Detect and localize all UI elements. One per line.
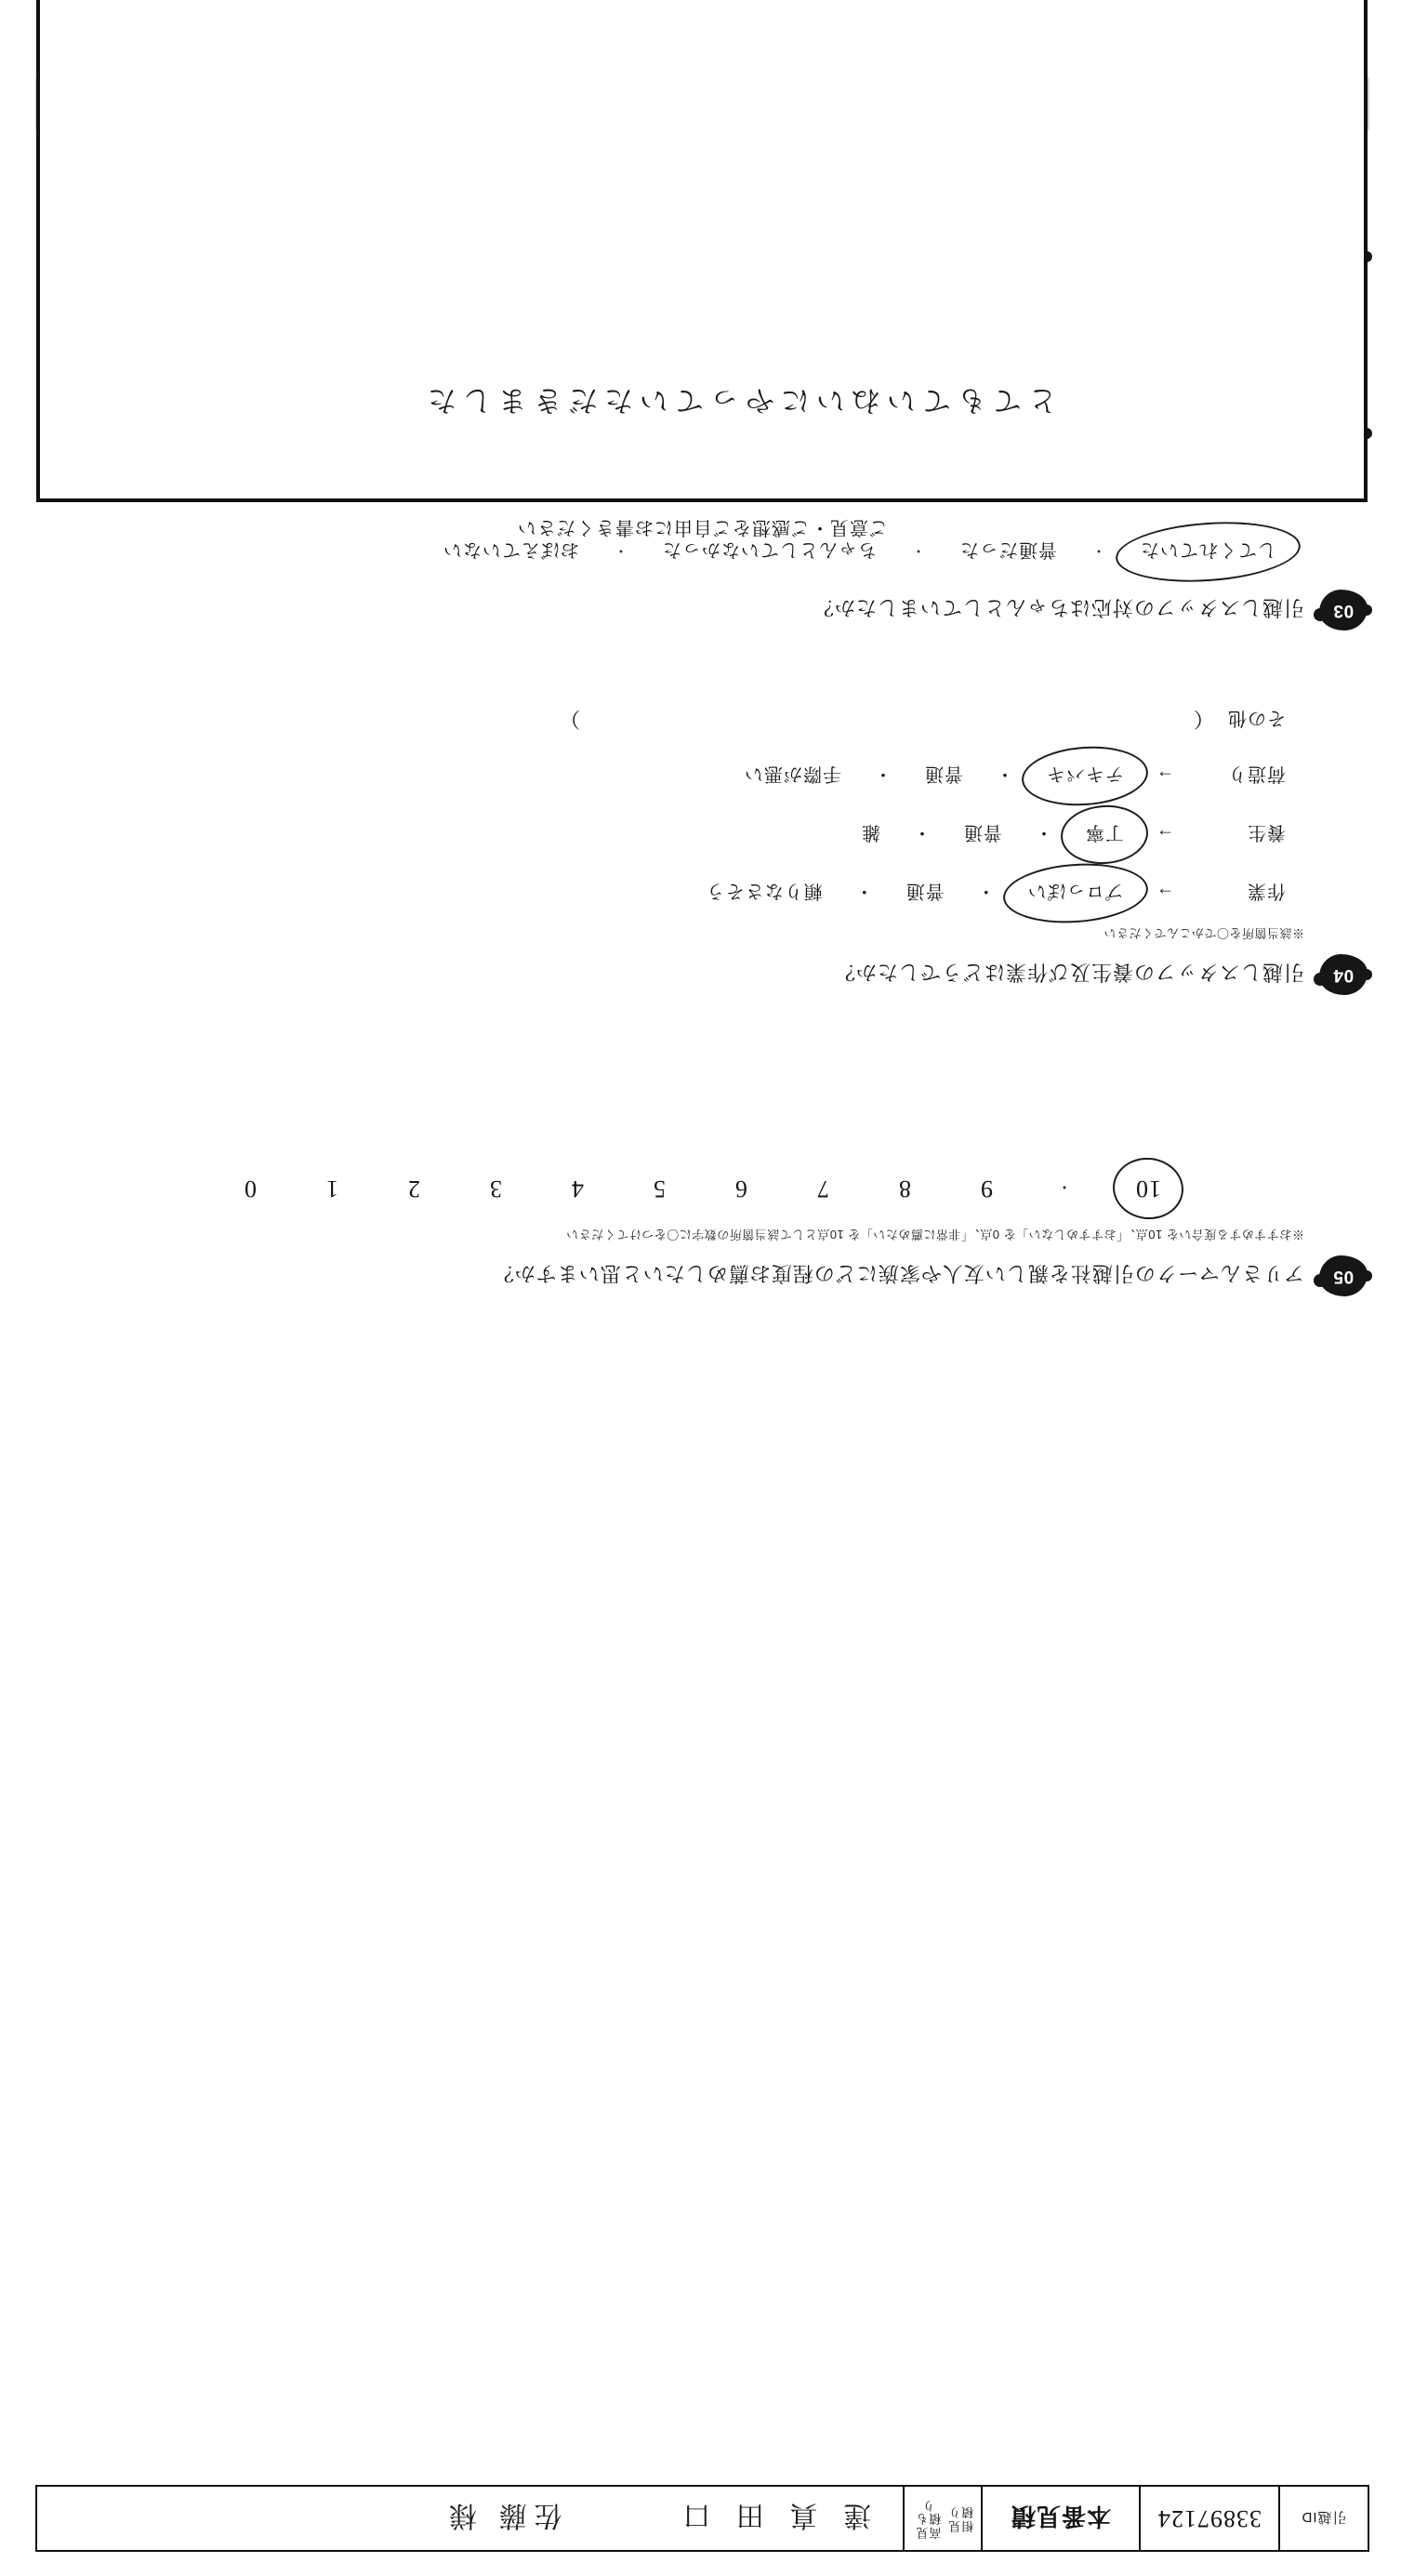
question-04-row-work (35, 876, 1286, 910)
question-05-scale (35, 1173, 1369, 1204)
arrow-icon: → (1156, 883, 1174, 904)
name-fields (37, 2487, 903, 2550)
question-03-badge (1315, 586, 1369, 632)
separator-dot: ・ (1034, 822, 1053, 843)
scale-value-10[interactable]: 10 (1130, 1173, 1167, 1204)
option-q4-work-1[interactable]: 普通 (905, 881, 945, 901)
question-05-head (35, 1252, 1369, 1298)
row-label-protection: 養生 (1247, 822, 1286, 843)
separator-dot: ・ (995, 764, 1014, 784)
arrow-icon: → (1156, 825, 1174, 845)
scale-value-1[interactable]: 1 (325, 1175, 338, 1202)
id-label: 引越ID (1278, 2487, 1368, 2550)
header-strip (35, 2485, 1369, 2552)
scale-value-7[interactable]: 7 (816, 1175, 829, 1202)
question-05-number: 05 (1332, 1267, 1355, 1286)
comment-handwritten-text: とてもていねいにやっていただきました (421, 384, 1057, 417)
option-q4-protection-2[interactable]: 雑 (861, 822, 880, 843)
option-q4-protection-1[interactable]: 普通 (963, 822, 1002, 843)
row-label-packing: 荷造り (1227, 764, 1286, 784)
estimate-kind-value: 本番見積 (981, 2487, 1139, 2550)
estimate-kind-label-line2: 高見積もり (915, 2498, 942, 2541)
separator-dot: ・ (909, 542, 926, 558)
separator-dot: ・ (873, 764, 892, 784)
question-01-number: 01 (1332, 247, 1355, 267)
question-04-row-packing (35, 759, 1286, 793)
option-q3-2[interactable]: ちゃんとしていなかった (661, 539, 877, 560)
question-04-number: 04 (1332, 965, 1355, 985)
other-input[interactable]: （） (559, 708, 1214, 731)
option-q3-3[interactable]: おぼえていない (442, 539, 579, 560)
separator-dot: ・ (975, 881, 996, 901)
scale-value-8[interactable]: 8 (898, 1175, 911, 1202)
id-value: 33897124 (1139, 2487, 1278, 2550)
option-q4-protection-0[interactable]: 丁寧 (1076, 817, 1133, 852)
comment-box[interactable] (36, 0, 1368, 502)
comment-label: ご意見・ご感想をご自由にお書きください (517, 517, 888, 538)
question-03-head (35, 586, 1369, 632)
question-04-other (35, 706, 1286, 735)
scale-value-4[interactable]: 4 (571, 1175, 584, 1202)
option-q3-1[interactable]: 普通だった (958, 539, 1057, 560)
option-q4-work-0[interactable]: プロっぽい (1018, 876, 1133, 910)
scale-value-3[interactable]: 3 (489, 1175, 502, 1202)
scale-value-0[interactable]: 0 (244, 1175, 257, 1202)
option-q4-packing-1[interactable]: 普通 (924, 764, 963, 784)
other-label: その他 (1227, 708, 1286, 728)
question-01-badge (1315, 232, 1369, 279)
question-04 (35, 706, 1369, 997)
separator-dot: ・ (612, 542, 628, 558)
question-03-number: 03 (1332, 601, 1355, 620)
sheet-inner (20, 17, 1381, 2559)
scale-value-9[interactable]: 9 (980, 1175, 993, 1202)
estimate-kind-label (903, 2487, 981, 2550)
question-05-text: アリさんマークの引越社を親しい友人や家族にどの程度お薦めしたいと思いますか？ (492, 1262, 1304, 1285)
separator-dot: ・ (853, 881, 874, 901)
scale-value-5[interactable]: 5 (653, 1175, 666, 1202)
option-q3-0[interactable]: してくれていた (1130, 535, 1286, 569)
separator-dot: ・ (1090, 542, 1106, 558)
question-03 (35, 535, 1369, 632)
staff-name: 佐藤 様 (442, 2500, 562, 2530)
question-02-number: 02 (1332, 424, 1355, 444)
customer-name: 達 真 田 口 (673, 2500, 871, 2530)
row-label-work: 作業 (1247, 881, 1286, 901)
question-05-note: ※おすすめする度合いを 10点、「おすすめしない」を 0点、「非常に薦めたい」を 10点として該当箇所の数字に〇をつけてください (565, 1228, 1304, 1242)
estimate-kind-label-line1: 相見積り (947, 2505, 974, 2533)
question-02-badge (1315, 409, 1369, 456)
scale-value-2[interactable]: 2 (407, 1175, 420, 1202)
question-04-text: 引越しスタッフの養生及び作業はどうでしたか？ (833, 961, 1304, 984)
option-q4-packing-2[interactable]: 手際が悪い (744, 764, 841, 784)
question-04-rows (35, 759, 1286, 910)
separator-dot: ・ (912, 822, 932, 843)
arrow-icon: → (1156, 766, 1174, 787)
scale-value-6[interactable]: 6 (734, 1175, 747, 1202)
question-04-note: ※該当箇所を〇でかこんでください (1103, 926, 1304, 940)
separator-dot: ・ (1056, 1178, 1073, 1195)
question-05-badge (1315, 1252, 1369, 1298)
question-04-row-protection (35, 817, 1286, 852)
option-q4-work-2[interactable]: 頼りなさそう (705, 881, 823, 901)
question-05 (35, 1173, 1369, 1298)
question-03-text: 引越しスタッフの対応はちゃんとしていましたか？ (812, 596, 1304, 619)
question-04-head (35, 950, 1369, 997)
option-q4-packing-0[interactable]: テキパキ (1037, 759, 1133, 793)
question-04-badge (1315, 950, 1369, 997)
